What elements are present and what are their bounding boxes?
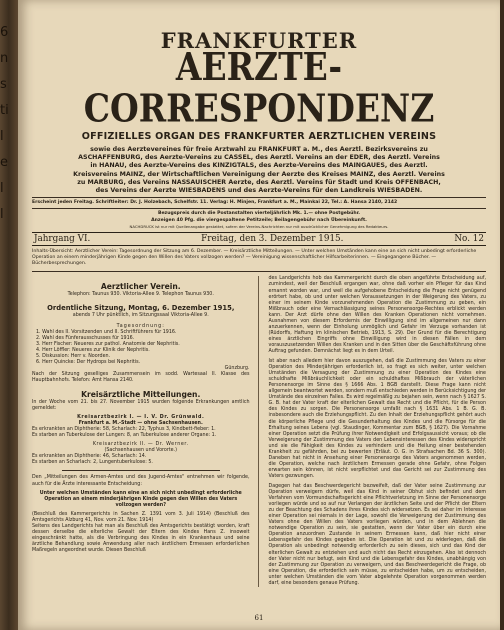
divider [62, 470, 220, 471]
right-column [269, 276, 487, 586]
ads-line: Anzeigen 40 Pfg. die viergespaltene Petitzeile; Beilagengebühr nach Übereinkunft. [151, 217, 367, 223]
article-paragraph: Ist aber nach alledem hier davon auszugehen, daß die Zustimmung des Vaters zu einer Operation des Minderjährigen erforderlich ist, so fragt es sich weiter, unter welchen Umständen die Versagung der Zustimmung zu einer Operation des Kindes eine schuldhafte Mißbräuchlichkeit oder ein schuldhaftes Mißbrauch der väterlichen Personensorge im Sinne des § 1666 Abs. 1 BGB darstellt. Diese Frage kann nicht allgemein beantwortet werden, sondern muß entschieden werden in Berücksichtigung der Umstände des einzelnen Falles. Es wird regelmäßig zu bejahen sein, wenn nach § 1627 S. G. B. hat der Vater kraft der elterlichen Gewalt das Recht und die Pflicht, für die Person des Kindes zu sorgen. Die Personensorge umfaßt nach § 1631 Abs. 1 B. G. B. insbesondere auch die Erziehungspflicht. Zu den Inhalt der Erziehungspflicht gehört auch die körperliche Pflege und die Gesunderhaltung des Kindes und die Fürsorge für die Erhaltung seines Lebens (vgl. Staudinger, Kommentar zum BGB, § 1627). Die Vornahme einer Operation setzt die Prüfung ihrer Notwendigkeit und Erfolgsaussicht voraus; ob die Verweigerung der Zustimmung des Vaters den Lebensinteressen des Kindes widerspricht und sie die Fähigkeit des Kindes zu verhindern und die Heilung einer bestehenden Krankheit zu gefährden, bei zu bewerten (Erläut. O. G. in Strafsachen Bd. 36 S. 300). Daneben hat nicht in Ansehung einer Personensorge des Vaters angenommen werden, die Operation, welche nach ärztlichem Ermessen gerade ohne Gefahr, ohne Folgen erwarten sein können, ist nicht verpflichtet und das Gericht sei zur Zustimmung des Vaters gezwungen. [268, 359, 486, 479]
masthead-subtitle: OFFIZIELLES ORGAN DES FRANKFURTER AERZTLICHEN VEREINS [81, 131, 437, 142]
district-1-sub: Frankfurt a. M.-Stadt — ohne Sachsenhausen. [78, 421, 203, 427]
margin-fragment: s [0, 77, 7, 92]
agenda-item: 2. Wahl des Fünferausschusses für 1916. [36, 335, 135, 341]
issue-number: No. 12 [454, 233, 484, 244]
divider [32, 208, 486, 209]
margin-fragment: l [0, 207, 4, 222]
district-1-heading: Kreisarztbezirk I. — I. V. Dr. Grünwald. [77, 415, 205, 421]
page-number: 61 [254, 614, 264, 622]
lead-line: des Vereins der Aerzte WIESBADENS und des Aerzte-Vereins für den Landkreis WIESBADEN. [95, 187, 423, 195]
left-column [32, 276, 259, 586]
table-of-contents: Inhalts-Übersicht: Aerztlicher Verein: Tagesordnung der Sitzung am 6. Dezember. — Kreisärztliche Mitteilungen. — Unter welchen Umständen kann eine an sich nicht unbedingt erforderliche Operation an einem minderjährigen Kinde gegen den Willen des Vaters vollzogen werden? — Vereinigung wissenschaftlicher Hilfsarbeiterinnen. — Eingegangene Bücher. — Bücherbesprechungen. [32, 248, 477, 267]
district-2-heading: Kreisarztbezirk II. — Dr. Werner. [92, 442, 189, 448]
kreis-intro: In der Woche vom 21. bis 27. November 1915 wurden folgende Erkrankungen amtlich gemeldet: [32, 400, 250, 412]
article-paragraph: des Landgerichts hob das Kammergericht durch die oben angeführte Entscheidung auf, zumindest, weil der Beschluß ergangen war, ohne daß vorher ein Pfleger für das Kind ernannt worden war, und weil die aufgehobene Entscheidung die Frage nicht genügend erörtert habe, ob und unter welchen Voraussetzungen in der Weigerung des Vaters, zu einer im seinem Kinde vorzunehmenden Operation die Zustimmung zu geben, ein Mißbrauch oder eine Vernachlässigung seines Personensorge-Rechtes erblickt werden kann. Der Arzt dürfe ohne den Willen des Kranken Operationen nicht vornehmen. Ausnahmen von diesem Erfordernis der Einwilligung sind im allgemeinen nur dann anzuerkennen, wenn der Einholung unmöglich und Gefahr im Verzuge vorhanden ist (Rüdorffs, Haftung im klinischen Betrieb, 1913, S. 29). Der Grund für die Berechtigung eines ärztlichen Eingriffs ohne Einwilligung wird in diesen Fällen in dem vorauszusetzenden Willen des Kranken und in den Sitten über die Geschäftsführung ohne Auftrag gefunden. Demnächst liegt es in dem Urteil. [268, 276, 486, 354]
after-meeting-note: Nach der Sitzung geselliges Zusammensein im sodd. Wartesaal II. Klasse des Hauptbahnhofs. Telefon: Amt Hansa 2140. [32, 371, 250, 383]
lead-line: ASCHAFFENBURG, des Aerzte-Vereins zu CASSEL, des Aerztl. Vereins an der EDER, des Aerztl. Vereins [78, 154, 440, 162]
quote-intro: Den „Mitteilungen des Armen-Amtes und des Jugend-Amtes" entnehmen wir folgende, auch für die Ärzte interessante Entscheidung: [32, 475, 250, 487]
masthead-title: AERZTE-CORRESPONDENZ [83, 44, 435, 131]
imprint-line: Erscheint jeden Freitag. Schriftleiter: Dr. J. Holzebach, Schelfstr. 11. Verlag: H. Minjen, Frankfurt a. M., Mainkai 22, Tel.: A. Hansa 2140, 2142 [32, 200, 398, 206]
meeting-heading: Ordentliche Sitzung, Montag, 6. Dezember 1915, [47, 304, 235, 313]
divider [32, 197, 486, 198]
district-1-line: Es erkrankten an Diphtherie: 58, Scharlach: 22, Typhus 3, Kindbett-fieber: 1. [32, 427, 216, 433]
quote-title: Unter welchen Umständen kann eine an sich nicht unbedingt erforderliche Operation an einem minderjährigen Kinde gegen den Willen des Vaters vollzogen werden? [39, 490, 242, 508]
agenda-item: 6. Herr Quincke: Der Hydrops bei Nephritis. [36, 359, 141, 365]
telephone-line: Telephon: Taunus 930. Viktoria-Allee 9. Telephon Taunus 930. [67, 292, 214, 298]
agenda-item: 1. Wahl des II. Vorsitzenden und II. Schriftführers für 1916. [36, 329, 177, 335]
member-associations [32, 146, 486, 195]
article-columns [32, 271, 486, 586]
volume: Jahrgang VI. [34, 233, 91, 244]
margin-fragment: 6 [0, 25, 9, 40]
lead-line: sowie des Aerztevereines für freie Arztwahl zu FRANKFURT a. M., des Aerztl. Bezirksvereins zu [90, 146, 428, 153]
agenda-item: 3. Herr Fischer: Neueres zur pathol. Anatomie der Nephritis. [36, 341, 180, 347]
margin-fragment: ti [0, 103, 9, 118]
dateline [32, 232, 486, 246]
section-heading-kreis: Kreisärztliche Mitteilungen. [81, 390, 201, 399]
margin-fragment: l [0, 181, 4, 196]
district-2-line: Es starben an Scharlach: 2, Lungentuberkulose: 5. [32, 460, 153, 466]
meeting-time: abends 7 Uhr pünktlich, im Sitzungssaal Viktoria-Allee 9. [72, 313, 209, 319]
margin-fragment: l [0, 129, 4, 144]
agenda-item: 4. Herr Löffler: Neueres zur Klinik der Nephritis. [36, 347, 150, 353]
lead-line: in HANAU, des Aerzte-Vereins des KINZIGTALS, des Aerzte-Vereins des MAINGAUES, des Aerztl. [90, 162, 428, 170]
quote-reference: (Beschluß des Kammergerichts in Sachen Z. 1391 vom 3. Juli 1914) (Beschluß des Amtsgerichts Alzburg 41, Nov. vom 21. Nov. 1914) [32, 511, 250, 523]
quote-body: Seitens des Landgerichts hat man als Beschluß des Amtsgerichts bestätigt worden, kraft dessen derselbe die elterliche Gewalt der Eltern des Kindes Hans Z. insoweit eingeschränkt hatte, als die Verbringung des Kindes in ein Krankenhaus und seine ärztliche Behandlung sowie Anwendung aller nach ärztlichem Ermessen erforderlichen Maßregeln angeordnet wurde. Diesen Beschluß [32, 523, 250, 553]
signature: Günzburg. [224, 365, 250, 371]
reprint-notice: NACHDRUCK ist nur mit Quellenangabe gestattet, sofern der Vereins-Nachrichten nur mit ausdrücklicher Genehmigung des Redakteurs. [129, 223, 389, 229]
margin-fragment: e [0, 155, 8, 170]
newspaper-page [18, 0, 500, 630]
masthead-top: FRANKFURTER [160, 28, 358, 53]
left-margin-fragments [0, 20, 14, 228]
section-heading-verein: Aerztlicher Verein. [100, 282, 181, 292]
agenda-heading: Tagesordnung: [116, 323, 165, 329]
agenda-item: 5. Diskussion: Herr v. Noorden. [36, 353, 111, 359]
issue-date: Freitag, den 3. Dezember 1915. [201, 233, 344, 244]
district-1-line: Es starben an Tuberkulose der Lungen: 8, an Tuberkulose anderer Organe: 1. [32, 433, 217, 439]
article-paragraph: Dagegen hat das Beschwerdegericht bezweifelt, daß der Vater seine Zustimmung zur Operation verweigern dürfe, weil das Kind in seiner Obhut sich befindet und dem Verfahren vom Vormundschaftsgericht eine Pflichtverletzung im Sinne der Personensorge vorliegen würde und so auf nur Verlangen der ärztlichen Seite und der Pflicht der Eltern zu der Beachtung des Schadens ihres Kindes sich widersetzen. Es sei daher im Interesse einer Operation sei niemals in der Lage, sowohl die Verweigerung der Zustimmung des Vaters ohne den Willen des Vaters vorliegen würden, und in dem Ablehnen die notwendige Operation zu sein, sie gestatten, wenn der Vater über ein durch eine Operation anzuordnen Zustande in seinem Ermessen kann, daß hier nicht einer Lebensgefahr des Kindes gegeben ist. Die Operation ist und zu widerlegen, daß die Operation als unbedingt notwendig erforderlich zu sein dieses, sich und das Kind der elterlichen Gewalt zu entziehen und auch nicht das Recht einzugehen. Also ist dennoch der Vater nicht nur befugt, sein Kind und die Lebensgefahr des Kindes, unabhängig von der Zustimmung zur Operation zu verweigern, und das Beschwerdegericht die Frage, ob eine Operation, die erforderlich sein müsse, zu entscheiden habe, um zu entscheiden, unter welchen Umständen die vom Vater abgelehnte Operation vorgenommen werden darf, eine besonders genaue Prüfung. [268, 483, 486, 586]
district-2-sub: (Sachsenhausen und Vororte.) [104, 448, 178, 454]
district-2-line: Es erkrankten an Diphtherie: 46, Scharlach: 14. [32, 454, 147, 460]
lead-line: zu MARBURG, des Vereins NASSAUISCHER Aerzte, des Aerztl. Vereins für Stadt und Kreis OFFENBACH, [77, 178, 441, 186]
lead-line: Kreisvereins MAINZ, der Wirtschaftlichen Vereinigung der Aerzte des Kreises MAINZ, des Aerztl. Vereins [73, 170, 445, 178]
margin-fragment: n [0, 51, 9, 66]
price-line: Bezugspreis durch die Postanstalten vierteljährlich Mk. 1.— ohne Postgebühr. [157, 211, 361, 217]
